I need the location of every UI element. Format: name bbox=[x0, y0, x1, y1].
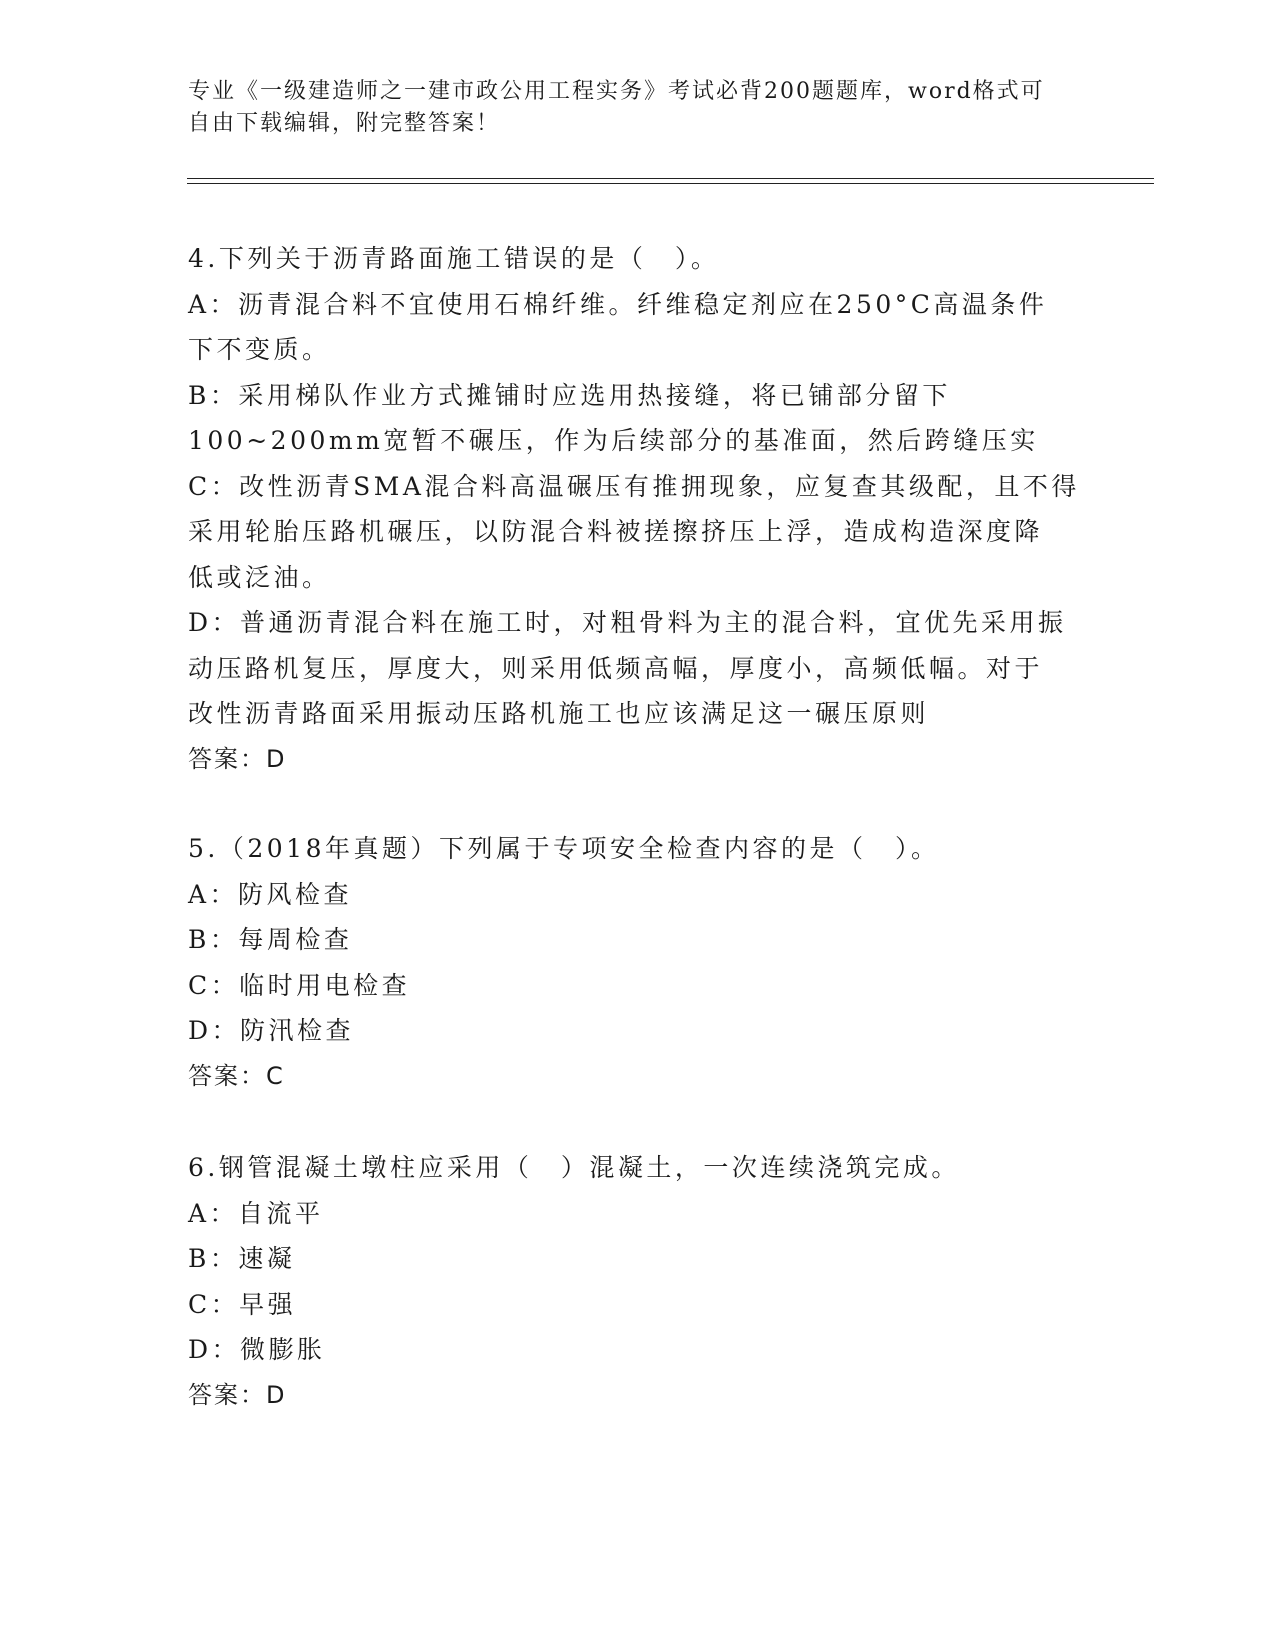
answer-label: 答案：D bbox=[188, 744, 287, 773]
header-line: 专业《一级建造师之一建市政公用工程实务》考试必背200题题库，word格式可 bbox=[188, 79, 1045, 104]
question-5 bbox=[188, 826, 1108, 1099]
question-6 bbox=[188, 1145, 1108, 1418]
header-divider-top bbox=[187, 178, 1154, 179]
option-d-continued: 改性沥青路面采用振动压路机施工也应该满足这一碾压原则 bbox=[188, 699, 930, 728]
question-stem: 6.钢管混凝土墩柱应采用（ ）混凝土，一次连续浇筑完成。 bbox=[188, 1153, 960, 1182]
question-stem: 5.（2018年真题）下列属于专项安全检查内容的是（ ）。 bbox=[188, 834, 940, 863]
question-stem: 4.下列关于沥青路面施工错误的是（ ）。 bbox=[188, 244, 720, 273]
header-line: 自由下载编辑，附完整答案！ bbox=[188, 111, 501, 136]
answer-label: 答案：C bbox=[188, 1061, 285, 1090]
option-a: A：自流平 bbox=[188, 1198, 324, 1228]
option-b-continued: 100~200mm宽暂不碾压，作为后续部分的基准面，然后跨缝压实 bbox=[188, 426, 1039, 455]
question-4 bbox=[188, 236, 1108, 782]
option-c: C：临时用电检查 bbox=[188, 970, 411, 1000]
option-a: A：防风检查 bbox=[188, 879, 353, 909]
option-d: D：微膨胀 bbox=[188, 1335, 326, 1364]
document-header bbox=[188, 76, 1088, 140]
option-c-continued: 采用轮胎压路机碾压，以防混合料被搓擦挤压上浮，造成构造深度降 bbox=[188, 517, 1044, 546]
option-a-continued: 下不变质。 bbox=[188, 335, 331, 364]
option-c: C：改性沥青SMA混合料高温碾压有推拥现象，应复查其级配，且不得 bbox=[188, 471, 1080, 501]
option-a: A：沥青混合料不宜使用石棉纤维。纤维稳定剂应在250°C高温条件 bbox=[188, 289, 1048, 319]
option-b: B：速凝 bbox=[188, 1244, 296, 1273]
option-c-continued: 低或泛油。 bbox=[188, 562, 331, 592]
option-d: D：普通沥青混合料在施工时，对粗骨料为主的混合料，宜优先采用振 bbox=[188, 608, 1067, 637]
answer-label: 答案：D bbox=[188, 1380, 287, 1409]
option-d: D：防汛检查 bbox=[188, 1016, 355, 1045]
option-b: B：采用梯队作业方式摊铺时应选用热接缝，将已铺部分留下 bbox=[188, 380, 951, 410]
option-c: C：早强 bbox=[188, 1289, 297, 1319]
header-divider-bottom bbox=[187, 183, 1154, 184]
option-b: B：每周检查 bbox=[188, 925, 353, 954]
option-d-continued: 动压路机复压，厚度大，则采用低频高幅，厚度小，高频低幅。对于 bbox=[188, 653, 1044, 683]
